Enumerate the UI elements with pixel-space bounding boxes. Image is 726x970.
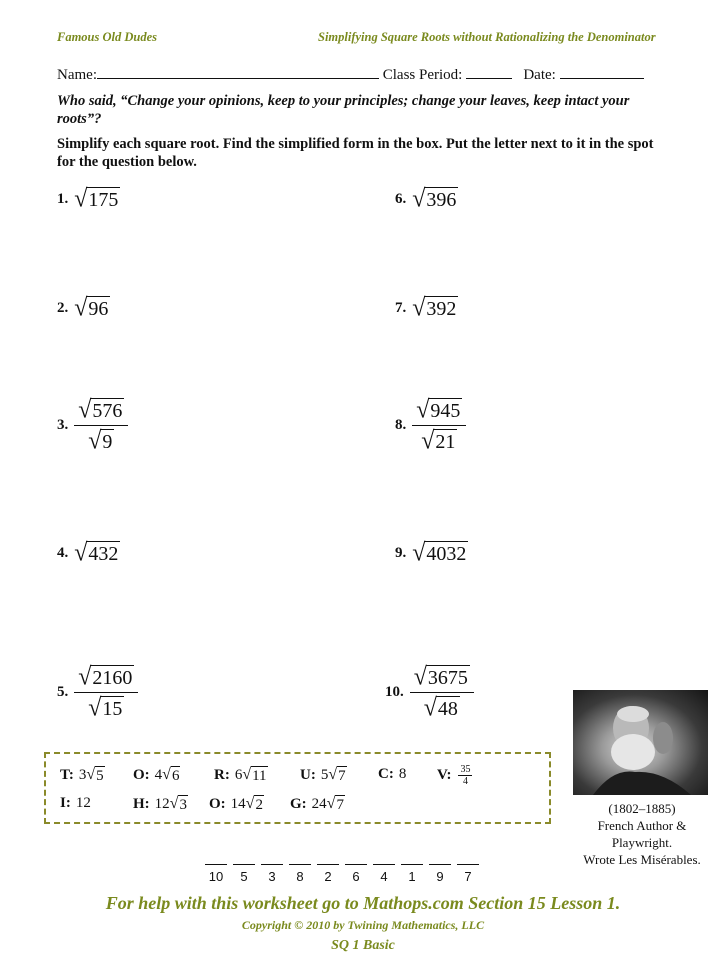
radicand: 96 xyxy=(88,298,109,320)
answer-coefficient: 4 xyxy=(154,767,163,783)
blank-slot[interactable] xyxy=(317,864,339,884)
numerator-radicand: 2160 xyxy=(92,667,133,689)
denominator-radicand: 48 xyxy=(437,698,458,720)
answer-o-2: O: 14 √ 2 xyxy=(209,795,263,813)
level-label: SQ 1 Basic xyxy=(331,938,395,953)
question-number: 10. xyxy=(385,684,404,700)
radicand: 432 xyxy=(88,543,119,565)
question-number: 5. xyxy=(57,684,69,700)
answer-t: T: 3 √ 5 xyxy=(60,766,104,784)
answer-letter: G: xyxy=(290,796,307,812)
answer-letter: C: xyxy=(378,766,394,782)
fraction: √ 576 √ 9 xyxy=(74,398,128,453)
blank-number: 1 xyxy=(408,869,416,884)
blank-number: 10 xyxy=(208,869,224,884)
blank-slot[interactable] xyxy=(205,864,227,884)
help-text: For help with this worksheet go to Mathops.com Section 15 Lesson 1. xyxy=(105,893,621,913)
answer-i xyxy=(60,795,91,812)
answer-value: 12 xyxy=(75,795,91,811)
blank-slot[interactable] xyxy=(373,864,395,884)
question-7 xyxy=(395,296,458,320)
answer-c xyxy=(378,766,406,783)
question-number: 1. xyxy=(57,190,69,207)
answer-letter: O: xyxy=(209,796,226,812)
answer-fraction xyxy=(458,764,472,787)
answer-h: H: 12 √ 3 xyxy=(133,795,187,813)
answer-radicand: 3 xyxy=(179,797,187,813)
answer-value: 8 xyxy=(398,766,407,782)
answer-letter: O: xyxy=(133,767,150,783)
question-6 xyxy=(395,187,458,211)
blank-number: 8 xyxy=(296,869,304,884)
copyright: Copyright © 2010 by Twining Mathematics, LLC xyxy=(241,918,485,932)
blank-slot[interactable] xyxy=(261,864,283,884)
answer-coefficient: 3 xyxy=(78,767,87,783)
question-number: 3. xyxy=(57,417,69,433)
square-root: √ 392 xyxy=(412,294,457,322)
denominator-radicand: 15 xyxy=(102,698,123,720)
answer-blanks xyxy=(205,864,485,890)
question-number: 4. xyxy=(57,544,69,561)
answer-letter: I: xyxy=(60,795,71,811)
question-3 xyxy=(57,398,128,453)
portrait-photo xyxy=(573,690,708,795)
answer-coefficient: 6 xyxy=(234,767,243,783)
radicand: 392 xyxy=(426,298,457,320)
date-label: Date: xyxy=(523,67,556,83)
question-2 xyxy=(57,296,110,320)
blank-number: 6 xyxy=(352,869,360,884)
answer-letter: U: xyxy=(300,767,316,783)
header-left: Famous Old Dudes xyxy=(57,30,158,44)
radicand: 396 xyxy=(426,189,457,211)
answer-r: R: 6 √ 11 xyxy=(214,766,267,784)
question-number: 6. xyxy=(395,190,407,207)
numerator-radicand: 3675 xyxy=(427,667,468,689)
question-1 xyxy=(57,187,120,211)
question-10 xyxy=(385,665,474,720)
question-5 xyxy=(57,665,138,720)
answer-radicand: 11 xyxy=(252,768,267,784)
answer-letter: H: xyxy=(133,796,150,812)
person-years: (1802–1885) xyxy=(608,801,676,816)
denominator-radicand: 9 xyxy=(102,431,113,453)
answer-radicand: 6 xyxy=(171,768,180,784)
blank-slot[interactable] xyxy=(457,864,479,884)
answer-radicand: 7 xyxy=(338,768,346,784)
numerator-radicand: 576 xyxy=(92,400,123,422)
answer-radicand: 7 xyxy=(336,797,344,813)
answer-letter: V: xyxy=(437,767,452,783)
question-8 xyxy=(395,398,466,453)
blank-number: 5 xyxy=(240,869,248,884)
fraction-denominator: 4 xyxy=(462,776,468,787)
square-root: √ 96 xyxy=(74,294,109,322)
square-root: √ 4032 xyxy=(412,539,467,567)
numerator-radicand: 945 xyxy=(430,400,461,422)
fraction: √ 945 √ 21 xyxy=(412,398,466,453)
answer-radicand: 2 xyxy=(255,797,263,813)
answer-o-1: O: 4 √ 6 xyxy=(133,766,180,784)
square-root: √ 175 xyxy=(74,185,119,213)
denominator-radicand: 21 xyxy=(435,431,456,453)
name-row xyxy=(57,64,644,84)
answer-radicand: 5 xyxy=(96,768,104,784)
answer-coefficient: 14 xyxy=(230,796,246,812)
question-4 xyxy=(57,541,120,565)
answer-u: U: 5 √ 7 xyxy=(300,766,346,784)
blank-number: 3 xyxy=(268,869,276,884)
fraction: √ 2160 √ 15 xyxy=(74,665,138,720)
question-number: 9. xyxy=(395,544,407,561)
blank-number: 2 xyxy=(324,869,332,884)
radicand: 175 xyxy=(88,189,119,211)
fraction: √ 3675 √ 48 xyxy=(410,665,474,720)
question-9 xyxy=(395,541,468,565)
blank-number: 4 xyxy=(380,869,388,884)
blank-number: 7 xyxy=(464,869,472,884)
person-line-1: French Author & xyxy=(597,818,687,833)
blank-slot[interactable] xyxy=(289,864,311,884)
question-number: 2. xyxy=(57,299,69,316)
blank-slot[interactable] xyxy=(401,864,423,884)
blank-number: 9 xyxy=(436,869,444,884)
square-root: √ 432 xyxy=(74,539,119,567)
fraction-numerator: 35 xyxy=(460,764,471,775)
answer-coefficient: 24 xyxy=(311,796,327,812)
blank-slot[interactable] xyxy=(345,864,367,884)
instructions: Simplify each square root. Find the simplified form in the box. Put the letter next to it in the spot for the question below. xyxy=(57,136,654,170)
name-field[interactable] xyxy=(97,64,379,79)
riddle: Who said, “Change your opinions, keep to your principles; change your leaves, keep intact your roots”? xyxy=(57,93,630,127)
answer-letter: R: xyxy=(214,767,230,783)
answer-g: G: 24 √ 7 xyxy=(290,795,344,813)
header-right: Simplifying Square Roots without Rationalizing the Denominator xyxy=(318,30,656,44)
person-line-3: Wrote Les Misérables. xyxy=(583,852,701,867)
answer-letter: T: xyxy=(60,767,74,783)
portrait-icon xyxy=(573,690,708,795)
person-line-2: Playwright. xyxy=(611,835,673,850)
name-label: Name: xyxy=(57,67,97,83)
radicand: 4032 xyxy=(426,543,467,565)
date-field[interactable] xyxy=(560,64,644,79)
blank-slot[interactable] xyxy=(233,864,255,884)
class-period-field[interactable] xyxy=(466,64,512,79)
answer-v xyxy=(437,764,472,787)
question-number: 7. xyxy=(395,299,407,316)
answer-coefficient: 12 xyxy=(154,796,170,812)
square-root: √ 396 xyxy=(412,185,457,213)
class-period-label: Class Period: xyxy=(382,67,463,83)
answer-coefficient: 5 xyxy=(320,767,329,783)
question-number: 8. xyxy=(395,417,407,433)
blank-slot[interactable] xyxy=(429,864,451,884)
